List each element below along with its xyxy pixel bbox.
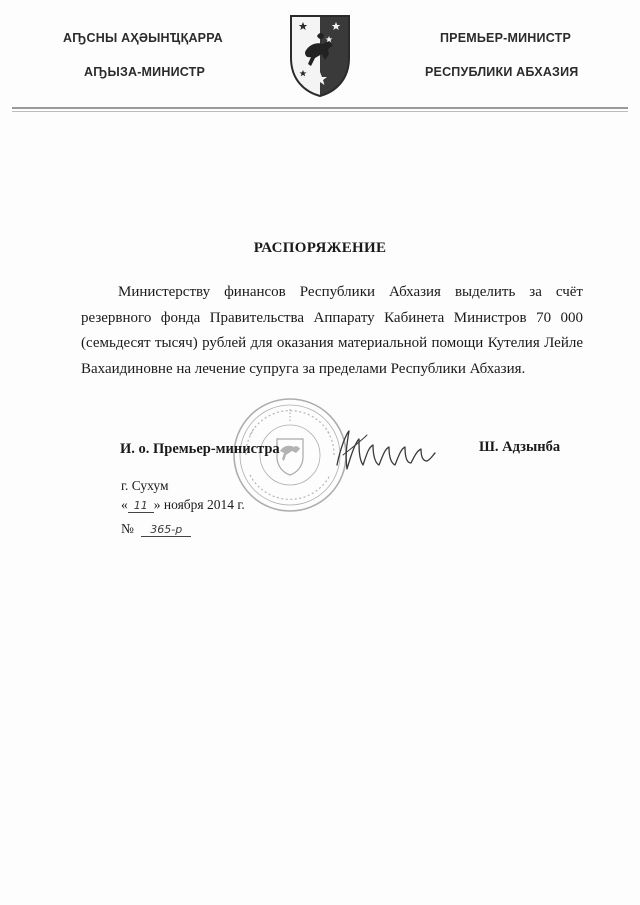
header-left-line2: АҦЫЗА-МИНИСТР (84, 65, 206, 79)
date-day-handwritten: 11 (128, 500, 154, 513)
document-body: Министерству финансов Республики Абхазия выделить за счёт резервного фонда Правительства Аппарату Кабинета Министров 70 000 (семьдесят тысяч) рублей для оказания материальной помощи Кутелия Лейле Вахаидиновне на лечение супруга за пределами Республики Абхазия. (81, 284, 583, 377)
header-divider (12, 107, 628, 109)
signatory-name: Ш. Адзынба (479, 439, 561, 455)
document-number (121, 521, 191, 537)
header-divider-thin (12, 111, 628, 112)
document-title: РАСПОРЯЖЕНИЕ (253, 240, 387, 256)
header-right-line2: РЕСПУБЛИКИ АБХАЗИЯ (425, 65, 579, 79)
header-left-line1: АҦСНЫ АҲӘЫНҴҚАРРА (63, 31, 223, 45)
document-place: г. Сухум (121, 478, 169, 493)
number-value-handwritten: 365-р (141, 524, 191, 537)
date-rest: » ноября 2014 г. (153, 497, 245, 512)
header-right-line1: ПРЕМЬЕР-МИНИСТР (440, 31, 571, 45)
handwritten-signature-icon (333, 425, 438, 477)
document-date (121, 497, 245, 513)
number-prefix: № (121, 521, 134, 536)
signatory-role: И. о. Премьер-министра (120, 441, 280, 457)
date-open-quote: « (121, 497, 128, 512)
coat-of-arms-icon (289, 14, 351, 98)
